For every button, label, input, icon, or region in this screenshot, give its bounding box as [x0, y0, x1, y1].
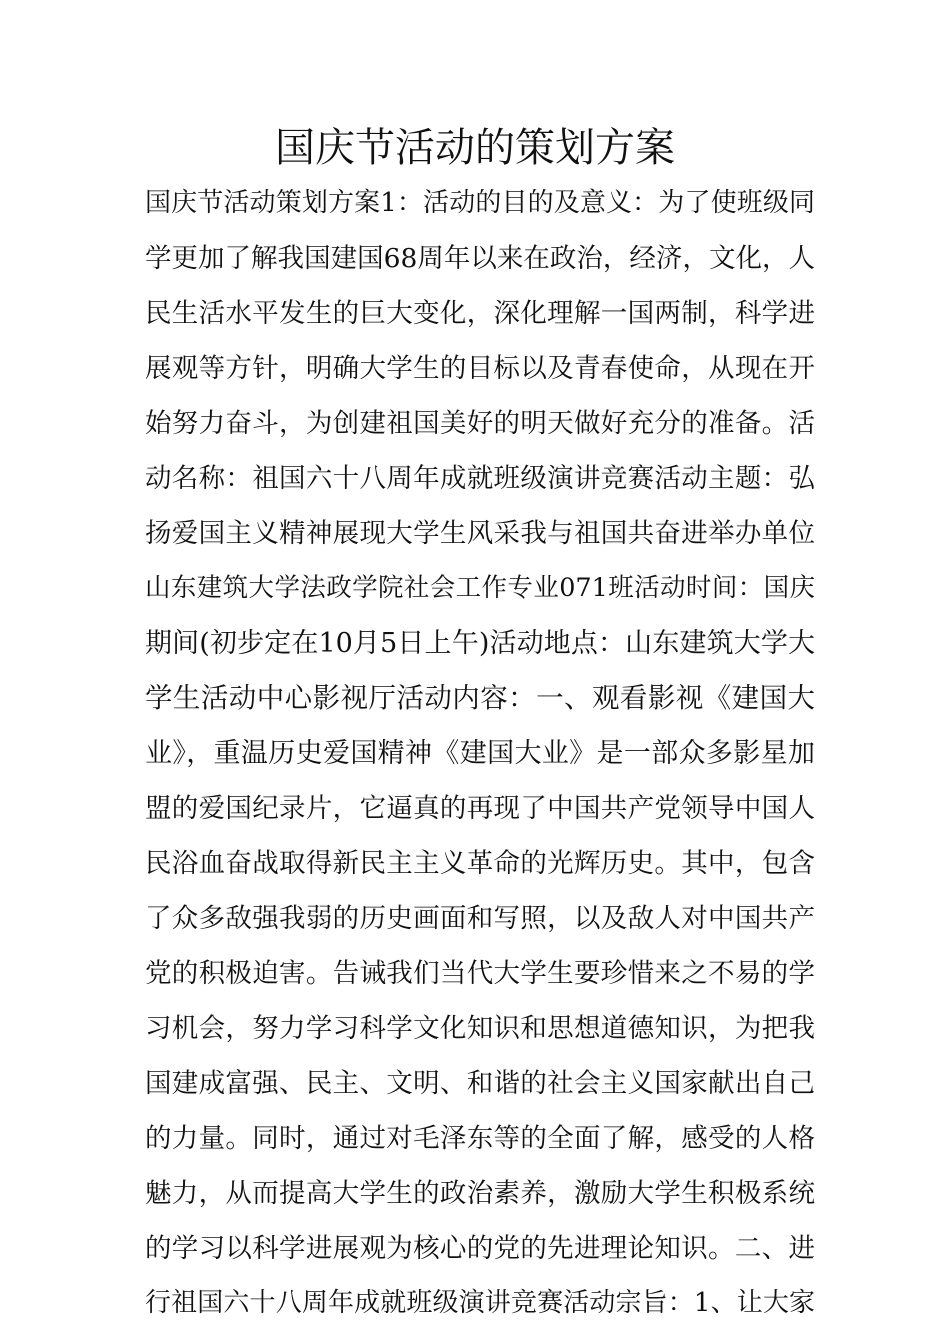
body-line: 行祖国六十八周年成就班级演讲竞赛活动宗旨：1、让大家 [145, 1288, 815, 1318]
body-line: 盟的爱国纪录片，它逼真的再现了中国共产党领导中国人 [145, 793, 815, 824]
body-line: 国庆节活动策划方案1：活动的目的及意义：为了使班级同 [145, 188, 815, 218]
body-line: 期间(初步定在10月5日上午)活动地点：山东建筑大学大 [145, 628, 815, 659]
body-line: 党的积极迫害。告诫我们当代大学生要珍惜来之不易的学 [145, 958, 815, 989]
body-line: 民浴血奋战取得新民主主义革命的光辉历史。其中，包含 [145, 848, 815, 879]
body-line: 的学习以科学进展观为核心的党的先进理论知识。二、进 [145, 1233, 815, 1264]
body-line: 了众多敌强我弱的历史画面和写照，以及敌人对中国共产 [145, 903, 815, 934]
body-line: 学生活动中心影视厅活动内容：一、观看影视《建国大 [145, 682, 815, 714]
body-line: 魅力，从而提高大学生的政治素养，激励大学生积极系统 [145, 1178, 815, 1209]
body-line: 动名称：祖国六十八周年成就班级演讲竞赛活动主题：弘 [145, 463, 815, 494]
body-line: 展观等方针，明确大学生的目标以及青春使命，从现在开 [145, 353, 815, 384]
body-line: 国建成富强、民主、文明、和谐的社会主义国家献出自己 [145, 1068, 815, 1099]
body-line: 始努力奋斗，为创建祖国美好的明天做好充分的准备。活 [145, 408, 815, 439]
body-line: 民生活水平发生的巨大变化，深化理解一国两制，科学进 [145, 298, 815, 329]
body-line: 业》，重温历史爱国精神《建国大业》是一部众多影星加 [145, 738, 815, 769]
body-line: 扬爱国主义精神展现大学生风采我与祖国共奋进举办单位 [145, 518, 815, 549]
document-body [145, 176, 815, 1331]
body-line: 的力量。同时，通过对毛泽东等的全面了解，感受的人格 [145, 1123, 815, 1154]
body-line: 习机会，努力学习科学文化知识和思想道德知识，为把我 [145, 1013, 815, 1044]
document-title: 国庆节活动的策划方案 [275, 125, 675, 171]
body-line: 山东建筑大学法政学院社会工作专业071班活动时间：国庆 [145, 573, 815, 603]
body-line: 学更加了解我国建国68周年以来在政治，经济，文化，人 [145, 243, 815, 274]
